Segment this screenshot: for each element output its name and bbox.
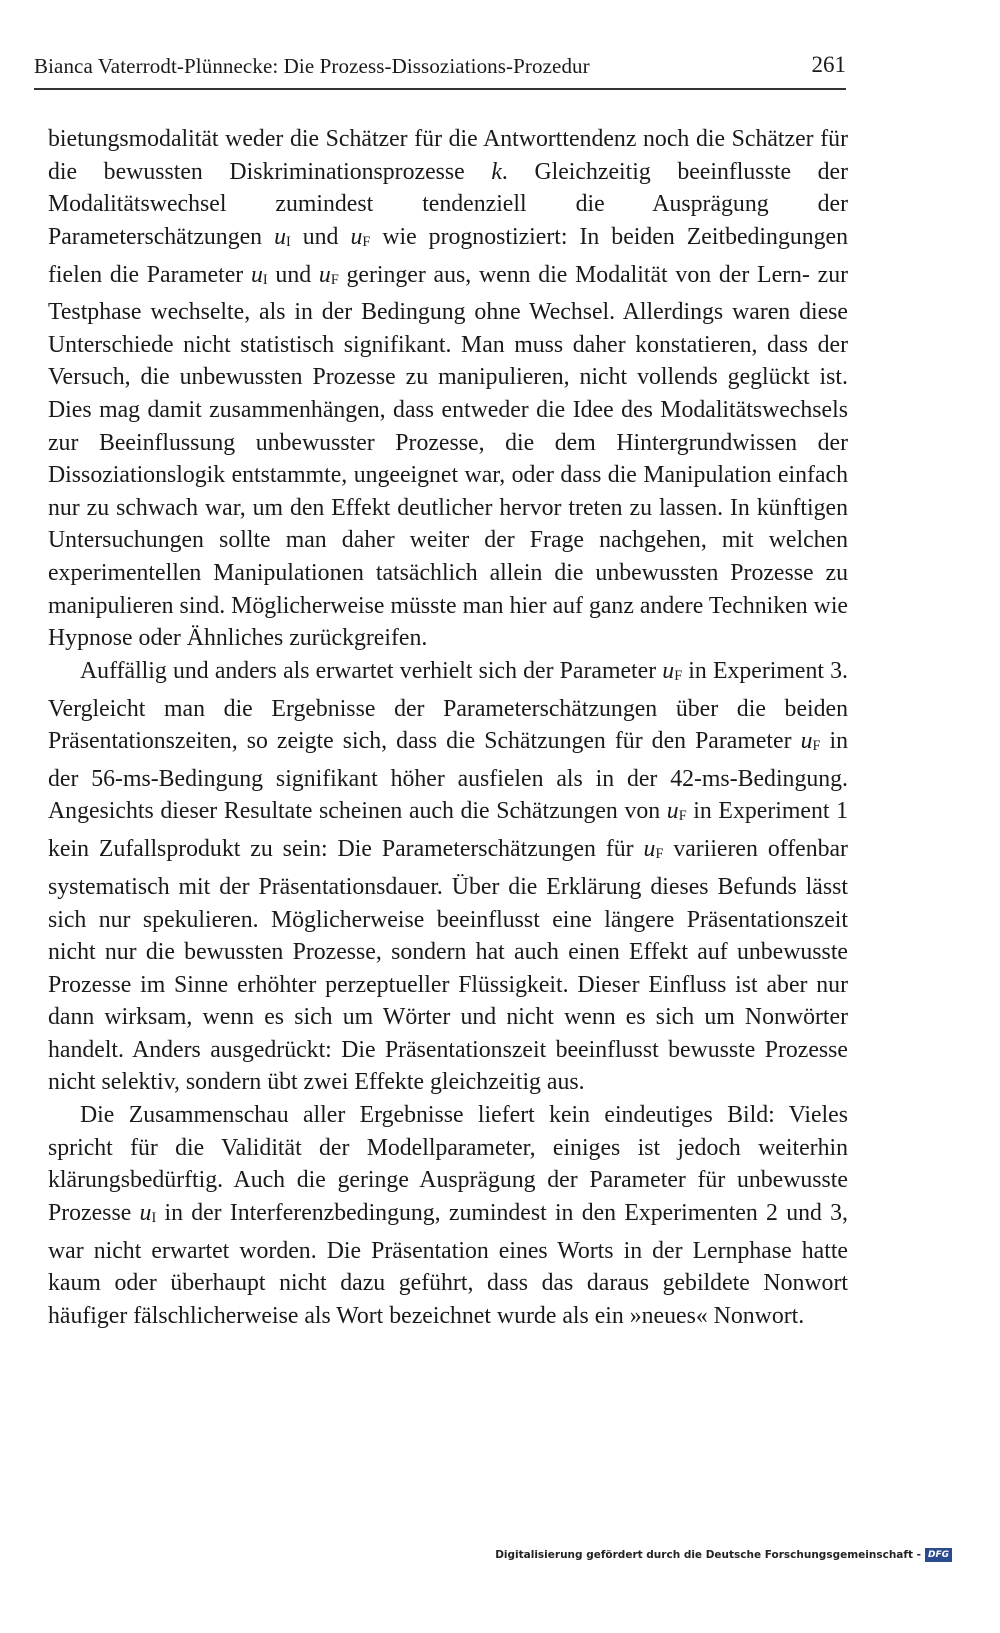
text-run: in Experiment 1 kein Zufallsprodukt zu sein: Die Parameterschätzungen für [48, 798, 848, 863]
page-header [34, 54, 846, 90]
math-symbol-group [274, 224, 291, 250]
math-symbol-group [350, 224, 370, 250]
math-symbol-group [251, 262, 268, 288]
math-symbol-group [662, 658, 682, 684]
math-symbol: u [274, 223, 286, 250]
symbol-subscript: F [362, 233, 371, 250]
text-run: in der 56-ms-Bedingung signifikant höher ausfielen als in der 42-ms-Bedingung. Angesichts dieser Resultate scheinen auch die Schätzungen von [48, 728, 848, 825]
text-run: Auffällig und anders als erwartet verhielt sich der Parameter [80, 657, 663, 684]
math-symbol: u [643, 836, 656, 863]
paragraph [48, 123, 848, 655]
math-symbol-group [801, 728, 821, 754]
text-run: Die Zusammenschau aller Ergebnisse liefert kein eindeutiges Bild: Vieles spricht für die Validität der Modellparameter, einiges ist jedoch weiterhin klärungsbedürftig. Auch die geringe Ausprägung der Parameter für unbewusste Prozesse [48, 1102, 848, 1226]
symbol-subscript: F [812, 738, 821, 755]
math-symbol: k [491, 158, 502, 185]
symbol-subscript: F [330, 271, 339, 288]
digitization-footer [495, 1548, 952, 1562]
paragraph [48, 1099, 848, 1332]
symbol-subscript: F [674, 667, 683, 684]
text-run: und [290, 223, 351, 250]
math-symbol: u [800, 728, 813, 755]
math-symbol-group [319, 262, 339, 288]
running-head: Bianca Vaterrodt-Plünnecke: Die Prozess-Dissoziations-Prozedur [34, 54, 590, 78]
math-symbol: u [350, 223, 363, 250]
text-run: geringer aus, wenn die Modalität von der Lern- zur Testphase wechselte, als in der Bedingung ohne Wechsel. Allerdings waren diese Unterschiede nicht statistisch signifikant. Man muss daher konstatieren, dass der Versuch, die unbewussten Prozesse zu manipulieren, nicht vollends geglückt ist. Dies mag damit zusammenhängen, dass entweder die Idee des Modalitätswechsels zur Beeinflussung unbewusster Prozesse, die dem Hintergrundwissen der Dissoziationslogik entstammte, ungeeignet war, oder dass die Manipulation einfach nur zu schwach war, um den Effekt deutlicher hervor treten zu lassen. In künftigen Untersuchungen sollte man daher weiter der Frage nachgehen, mit welchen experimentellen Manipulationen tatsächlich allein die unbewussten Prozesse zu manipulieren sind. Möglicherweise müsste man hier auf ganz andere Techniken wie Hypnose oder Ähnliches zurückgreifen. [48, 261, 849, 652]
text-run: . Gleichzeitig beeinflusste der Modalitätswechsel zumindest tendenziell die Ausprägung der Parameterschätzungen [48, 158, 849, 250]
symbol-subscript: F [678, 808, 687, 825]
math-symbol: u [318, 261, 331, 288]
math-symbol-group [140, 1200, 157, 1226]
text-run: in Experiment 3. Vergleicht man die Ergebnisse der Parameterschätzungen über die beiden Präsentationszeiten, so zeigte sich, dass die Schätzungen für den Parameter [48, 657, 849, 755]
body-text [48, 123, 848, 1332]
symbol-subscript: F [655, 846, 664, 863]
math-symbol-group [667, 798, 687, 824]
text-run: und [267, 261, 319, 288]
symbol-subscript: I [262, 271, 268, 288]
text-run: variieren offenbar systematisch mit der Präsentationsdauer. Über die Erklärung dieses Befunds lässt sich nur spekulieren. Möglicherweise beeinflusst eine längere Präsentationszeit nicht nur die bewussten Prozesse, sondern hat auch einen Effekt auf unbewusste Prozesse im Sinne erhöhter perzeptueller Flüssigkeit. Dieser Einfluss ist aber nur dann wirksam, wenn es sich um Wörter und nicht wenn es sich um Nonwörter handelt. Anders ausgedrückt: Die Präsentationszeit beeinflusst bewusste Prozesse nicht selektiv, sondern übt zwei Effekte gleichzeitig aus. [48, 836, 848, 1096]
footer-text: Digitalisierung gefördert durch die Deutsche Forschungsgemeinschaft - [495, 1549, 921, 1561]
dfg-logo: DFG [925, 1548, 952, 1562]
symbol-subscript: I [285, 233, 291, 250]
text-run: in der Interferenzbedingung, zumindest in den Experimenten 2 und 3, war nicht erwartet worden. Die Präsentation eines Worts in der Lernphase hatte kaum oder überhaupt nicht dazu geführt, dass das daraus gebildete Nonwort häufiger fälschlicherweise als Wort bezeichnet wurde als ein »neues« Nonwort. [48, 1199, 848, 1329]
paragraph [48, 655, 848, 1099]
math-symbol: u [666, 798, 679, 825]
math-symbol: u [251, 261, 263, 288]
math-symbol: u [139, 1199, 152, 1226]
math-symbol: u [662, 657, 675, 684]
symbol-subscript: I [151, 1209, 157, 1226]
text-run: bietungsmodalität weder die Schätzer für die Antworttendenz noch die Schätzer für die bewussten Diskriminationsprozesse [48, 126, 848, 185]
text-run: wie prognostiziert: In beiden Zeitbedingungen fielen die Parameter [48, 223, 848, 288]
page-number: 261 [811, 52, 846, 77]
math-symbol-group [644, 836, 664, 862]
